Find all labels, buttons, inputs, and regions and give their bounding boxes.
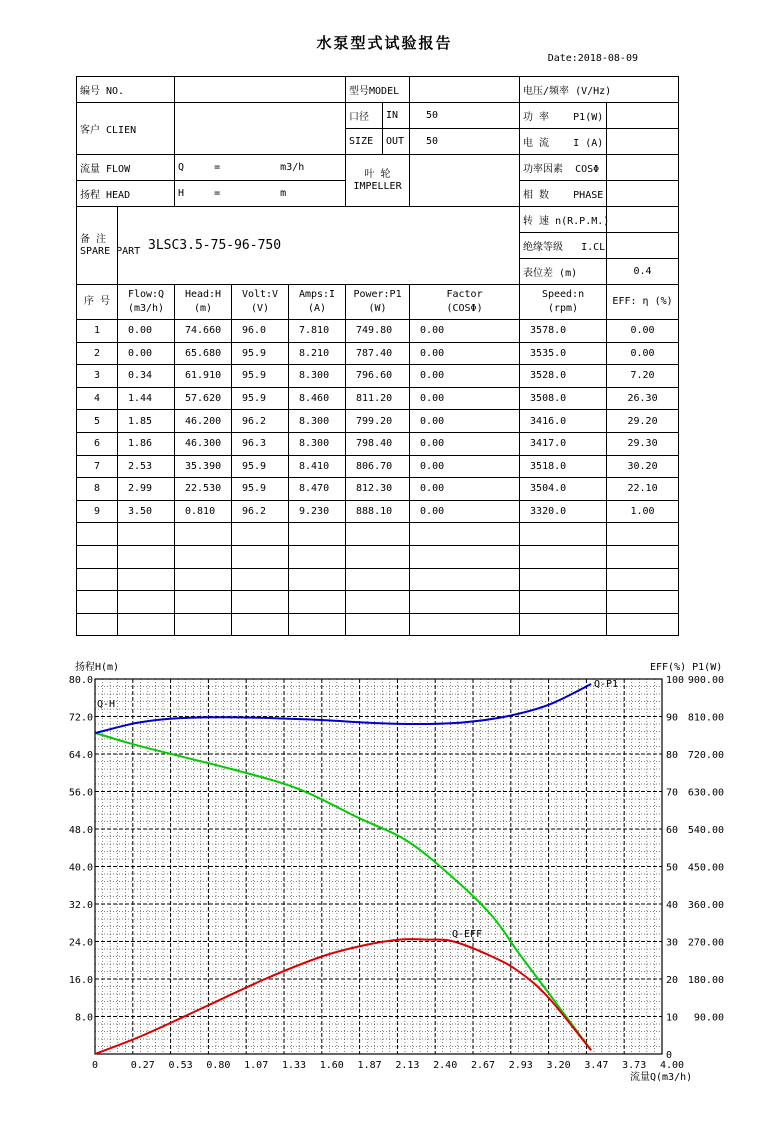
table-cell: 8.410: [289, 455, 346, 478]
x-tick-label: 2.13: [395, 1060, 420, 1071]
table-cell: 35.390: [175, 455, 232, 478]
x-tick-label: 2.67: [470, 1060, 496, 1071]
eff-tick-label: 30: [666, 937, 679, 949]
table-cell: 8.300: [289, 432, 346, 455]
x-tick-label: 4.00: [659, 1060, 685, 1071]
table-cell: 74.660: [175, 320, 232, 343]
power-tick-label: 810.00: [687, 712, 724, 724]
table-cell: 2.99: [118, 478, 175, 501]
table-cell: 2: [77, 342, 118, 365]
table-cell: 46.200: [175, 410, 232, 433]
table-cell: 8: [77, 478, 118, 501]
table-cell: 3: [77, 365, 118, 388]
table-cell: 0.00: [410, 500, 520, 523]
series-line-q-p1: [95, 684, 591, 733]
table-cell: 8.460: [289, 387, 346, 410]
eff-tick-label: 90: [666, 712, 679, 724]
table-cell: 749.80: [346, 320, 410, 343]
table-cell: 798.40: [346, 432, 410, 455]
column-header: 序 号: [77, 285, 118, 320]
table-cell: 46.300: [175, 432, 232, 455]
table-cell: 61.910: [175, 365, 232, 388]
table-cell: 96.2: [232, 500, 289, 523]
table-cell: 95.9: [232, 387, 289, 410]
column-header: EFF: η (%): [607, 285, 679, 320]
series-label-q-h: Q-H: [97, 699, 116, 710]
table-cell: 3417.0: [520, 432, 607, 455]
head-tick-label: 56.0: [68, 787, 93, 799]
x-tick-label: 3.73: [622, 1060, 647, 1071]
y-axis-label-right: EFF(%) P1(W): [650, 662, 723, 673]
table-cell: 6: [77, 432, 118, 455]
remark-label: 备 注 SPARE PART: [77, 207, 118, 285]
table-cell: 0.00: [410, 342, 520, 365]
out-label: OUT: [383, 129, 410, 155]
table-cell: 95.9: [232, 478, 289, 501]
table-cell: 806.70: [346, 455, 410, 478]
table-cell: 0.00: [607, 342, 679, 365]
x-tick-label: 3.47: [584, 1060, 609, 1071]
model-label: 型号MODEL: [346, 77, 410, 103]
power-tick-label: 540.00: [687, 825, 724, 836]
table-cell: 796.60: [346, 365, 410, 388]
x-tick-label: 0.27: [130, 1060, 155, 1071]
table-cell: 3320.0: [520, 500, 607, 523]
table-cell: 3.50: [118, 500, 175, 523]
table-cell: 1.85: [118, 410, 175, 433]
table-cell: 0.00: [410, 387, 520, 410]
table-cell: 22.10: [607, 478, 679, 501]
table-cell: 4: [77, 387, 118, 410]
x-tick-label: 0: [91, 1060, 99, 1071]
table-cell: 1.44: [118, 387, 175, 410]
impeller-label: 叶 轮 IMPELLER: [346, 155, 410, 207]
eff-tick-label: 10: [666, 1012, 679, 1024]
table-cell: 1: [77, 320, 118, 343]
series-label-q-p1: Q-P1: [594, 679, 619, 690]
power-tick-label: 360.00: [687, 900, 724, 911]
power-tick-label: 450.00: [687, 862, 724, 874]
caliber-label: 口径: [346, 103, 383, 129]
table-cell: 3518.0: [520, 455, 607, 478]
head-tick-label: 72.0: [68, 712, 93, 724]
column-header: Speed:n (rpm): [520, 285, 607, 320]
head-tick-label: 64.0: [68, 750, 93, 761]
table-cell: 22.530: [175, 478, 232, 501]
insulation-label: 绝缘等级 I.CL: [520, 233, 607, 259]
table-cell: 0.00: [118, 320, 175, 343]
table-cell: 0.00: [410, 455, 520, 478]
column-header: Volt:V (V): [232, 285, 289, 320]
remark-value: 3LSC3.5-75-96-750: [118, 207, 520, 285]
table-cell: 812.30: [346, 478, 410, 501]
flow-value: Q = m3/h: [175, 155, 346, 181]
table-cell: 0.00: [410, 320, 520, 343]
head-tick-label: 8.0: [74, 1012, 93, 1024]
current-label: 电 流 I (A): [520, 129, 607, 155]
table-cell: 3578.0: [520, 320, 607, 343]
table-cell: 0.00: [410, 365, 520, 388]
table-cell: 95.9: [232, 455, 289, 478]
table-cell: 8.210: [289, 342, 346, 365]
series-line-q-h: [95, 733, 591, 1050]
x-tick-label: 0.53: [168, 1060, 193, 1071]
head-label: 扬程 HEAD: [77, 181, 175, 207]
x-tick-label: 2.93: [508, 1060, 533, 1071]
table-cell: 5: [77, 410, 118, 433]
table-cell: 799.20: [346, 410, 410, 433]
pf-label: 功率因素 COSΦ: [520, 155, 607, 181]
in-label: IN: [383, 103, 410, 129]
power-label: 功 率 P1(W): [520, 103, 607, 129]
column-header: Amps:I (A): [289, 285, 346, 320]
head-tick-label: 80.0: [68, 675, 93, 686]
head-tick-label: 48.0: [68, 825, 93, 836]
column-header: Power:P1 (W): [346, 285, 410, 320]
meter-diff-label: 表位差 (m): [520, 259, 607, 285]
table-cell: 7.810: [289, 320, 346, 343]
column-header: Head:H (m): [175, 285, 232, 320]
table-cell: 0.00: [118, 342, 175, 365]
in-value: 50: [410, 103, 520, 129]
table-cell: 8.470: [289, 478, 346, 501]
table-cell: 29.20: [607, 410, 679, 433]
power-tick-label: 630.00: [687, 787, 724, 799]
x-tick-label: 3.20: [546, 1060, 571, 1071]
eff-tick-label: 60: [666, 825, 679, 836]
eff-tick-label: 20: [666, 975, 679, 986]
x-tick-label: 1.33: [281, 1060, 307, 1071]
table-cell: 7: [77, 455, 118, 478]
table-cell: 0.34: [118, 365, 175, 388]
table-cell: 96.2: [232, 410, 289, 433]
table-cell: 3504.0: [520, 478, 607, 501]
flow-label: 流量 FLOW: [77, 155, 175, 181]
series-label-q-eff: Q-EFF: [452, 929, 483, 940]
table-cell: 3535.0: [520, 342, 607, 365]
eff-tick-label: 40: [666, 900, 679, 911]
x-tick-label: 1.87: [357, 1060, 382, 1071]
y-axis-label-left: 扬程H(m): [75, 662, 120, 673]
head-tick-label: 40.0: [68, 862, 93, 874]
table-cell: 9.230: [289, 500, 346, 523]
power-tick-label: 270.00: [687, 937, 724, 949]
table-cell: 3416.0: [520, 410, 607, 433]
eff-tick-label: 50: [666, 862, 679, 874]
table-cell: 96.0: [232, 320, 289, 343]
eff-tick-label: 70: [666, 787, 679, 799]
eff-tick-label: 100: [666, 675, 685, 686]
power-tick-label: 900.00: [687, 675, 724, 686]
x-tick-label: 2.40: [433, 1060, 458, 1071]
client-label: 客户 CLIEN: [77, 103, 175, 155]
meter-diff-value: 0.4: [607, 259, 679, 285]
phase-label: 相 数 PHASE: [520, 181, 607, 207]
table-cell: 95.9: [232, 365, 289, 388]
x-tick-label: 1.60: [319, 1060, 344, 1071]
power-tick-label: 90.00: [693, 1012, 724, 1024]
eff-tick-label: 80: [666, 750, 679, 761]
table-cell: 787.40: [346, 342, 410, 365]
table-cell: 2.53: [118, 455, 175, 478]
table-cell: 0.00: [607, 320, 679, 343]
column-header: Factor (COSΦ): [410, 285, 520, 320]
table-cell: 26.30: [607, 387, 679, 410]
power-tick-label: 180.00: [687, 975, 724, 986]
table-cell: 30.20: [607, 455, 679, 478]
table-cell: 95.9: [232, 342, 289, 365]
x-tick-label: 0.80: [206, 1060, 231, 1071]
table-cell: 96.3: [232, 432, 289, 455]
table-cell: 888.10: [346, 500, 410, 523]
table-cell: 811.20: [346, 387, 410, 410]
no-label: 编号 NO.: [77, 77, 175, 103]
table-cell: 9: [77, 500, 118, 523]
eff-tick-label: 0: [666, 1050, 673, 1061]
size-label: SIZE: [346, 129, 383, 155]
head-tick-label: 32.0: [68, 900, 93, 911]
table-cell: 0.00: [410, 432, 520, 455]
out-value: 50: [410, 129, 520, 155]
head-tick-label: 16.0: [68, 975, 93, 986]
report-date: Date:2018-08-09: [547, 53, 638, 64]
table-cell: 0.00: [410, 410, 520, 433]
head-tick-label: 24.0: [68, 937, 93, 949]
table-cell: 0.810: [175, 500, 232, 523]
table-cell: 1.86: [118, 432, 175, 455]
table-cell: 7.20: [607, 365, 679, 388]
table-cell: 8.300: [289, 365, 346, 388]
table-cell: 29.30: [607, 432, 679, 455]
table-cell: 1.00: [607, 500, 679, 523]
speed-label: 转 速 n(R.P.M.): [520, 207, 607, 233]
head-value: H = m: [175, 181, 346, 207]
table-cell: 8.300: [289, 410, 346, 433]
table-cell: 57.620: [175, 387, 232, 410]
table-cell: 65.680: [175, 342, 232, 365]
column-header: Flow:Q (m3/h): [118, 285, 175, 320]
table-cell: 3528.0: [520, 365, 607, 388]
table-cell: 0.00: [410, 478, 520, 501]
power-tick-label: 720.00: [687, 750, 724, 761]
x-tick-label: 1.07: [244, 1060, 269, 1071]
table-cell: 3508.0: [520, 387, 607, 410]
series-line-q-eff: [95, 939, 591, 1054]
report-title: 水泵型式试验报告: [316, 34, 453, 52]
x-axis-label: 流量Q(m3/h): [630, 1072, 693, 1083]
voltage-label: 电压/频率 (V/Hz): [520, 77, 679, 103]
